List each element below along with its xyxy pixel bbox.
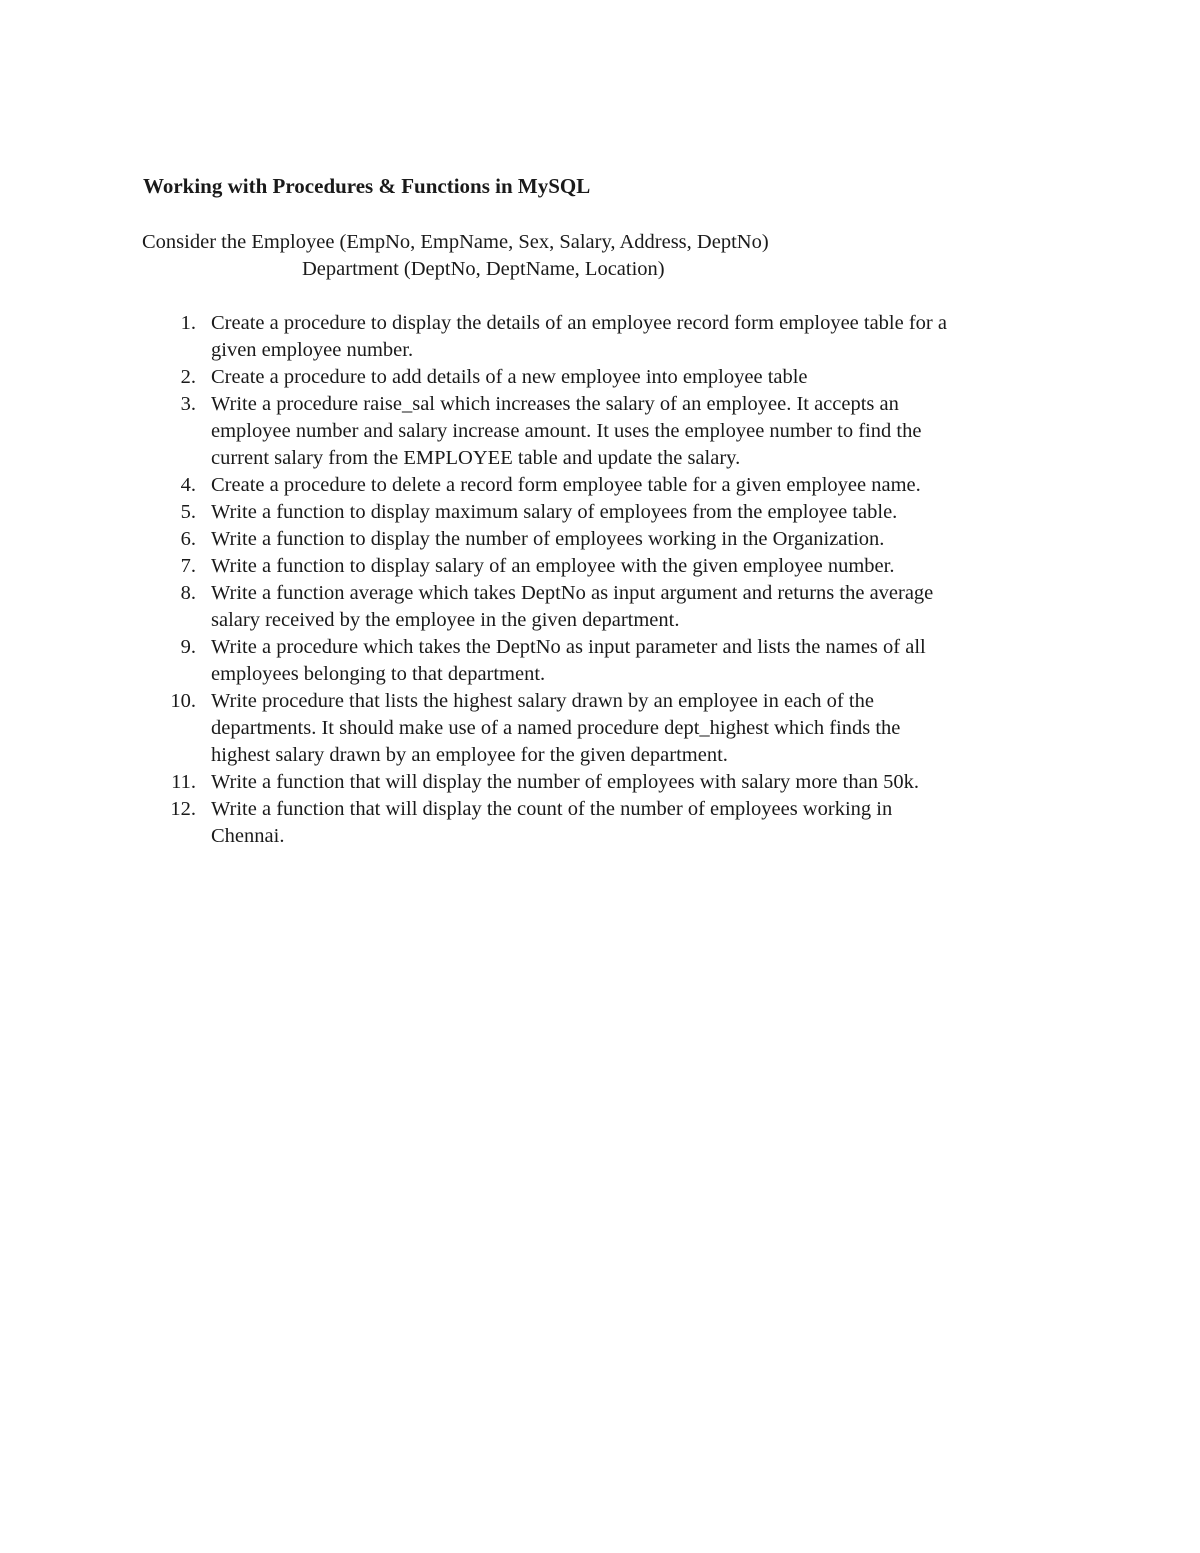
task-item [0, 553, 1071, 580]
task-text-line: current salary from the EMPLOYEE table and update the salary. [211, 447, 741, 469]
task-text-line: Write a procedure raise_sal which increases the salary of an employee. It accepts an [211, 393, 899, 415]
task-item [0, 688, 1071, 769]
task-text-line: salary received by the employee in the given department. [211, 609, 680, 631]
schema-department-line: Department (DeptNo, DeptName, Location) [302, 258, 665, 280]
task-number: 2. [180, 366, 196, 388]
task-text-line: Create a procedure to add details of a new employee into employee table [211, 366, 808, 388]
task-text-line: given employee number. [211, 339, 414, 361]
task-item [0, 364, 1071, 391]
task-number: 6. [180, 528, 196, 550]
task-item [0, 580, 1071, 634]
task-number: 11. [171, 771, 196, 793]
task-list [0, 310, 1071, 850]
task-number: 9. [180, 636, 196, 658]
task-item [0, 634, 1071, 688]
task-item [0, 391, 1071, 472]
task-text-line: employees belonging to that department. [211, 663, 546, 685]
task-text-line: Write a function average which takes DeptNo as input argument and returns the average [211, 582, 934, 604]
task-number: 10. [170, 690, 196, 712]
schema-description [142, 229, 769, 283]
task-text-line: departments. It should make use of a named procedure dept_highest which finds the [211, 717, 901, 739]
task-number: 4. [180, 474, 196, 496]
task-item [0, 769, 1071, 796]
task-number: 1. [180, 312, 196, 334]
task-item [0, 310, 1071, 364]
document-title: Working with Procedures & Functions in MySQL [143, 174, 591, 198]
task-item [0, 796, 1071, 850]
task-text-line: Write a function to display the number of employees working in the Organization. [211, 528, 885, 550]
schema-employee-line: Consider the Employee (EmpNo, EmpName, Sex, Salary, Address, DeptNo) [142, 231, 769, 253]
task-item [0, 526, 1071, 553]
task-item [0, 472, 1071, 499]
task-text-line: highest salary drawn by an employee for the given department. [211, 744, 728, 766]
task-number: 8. [180, 582, 196, 604]
task-text-line: Write procedure that lists the highest salary drawn by an employee in each of the [211, 690, 874, 712]
task-text-line: Create a procedure to display the details of an employee record form employee table for a [211, 312, 947, 334]
task-text-line: Create a procedure to delete a record form employee table for a given employee name. [211, 474, 921, 496]
task-number: 12. [170, 798, 196, 820]
task-text-line: employee number and salary increase amount. It uses the employee number to find the [211, 420, 922, 442]
task-item [0, 499, 1071, 526]
task-text-line: Write a function that will display the count of the number of employees working in [211, 798, 893, 820]
task-text-line: Write a function to display maximum salary of employees from the employee table. [211, 501, 898, 523]
task-text-line: Write a function that will display the number of employees with salary more than 50k. [211, 771, 919, 793]
task-text-line: Write a function to display salary of an employee with the given employee number. [211, 555, 895, 577]
task-number: 7. [180, 555, 196, 577]
task-text-line: Write a procedure which takes the DeptNo as input parameter and lists the names of all [211, 636, 926, 658]
task-text-line: Chennai. [211, 825, 285, 847]
task-number: 5. [180, 501, 196, 523]
task-number: 3. [180, 393, 196, 415]
